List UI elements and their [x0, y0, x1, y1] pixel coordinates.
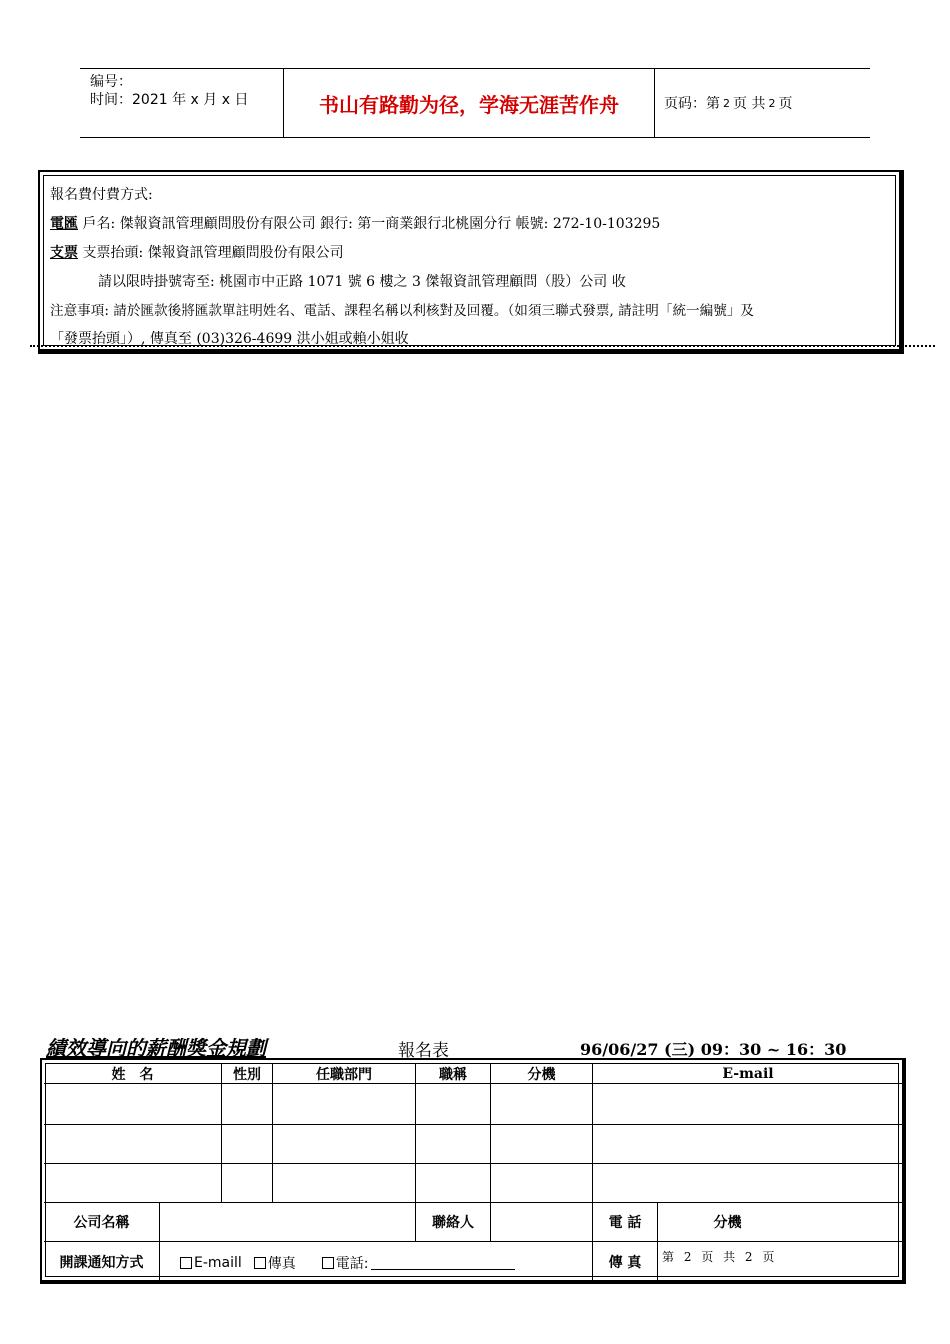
fax-label: 傳 真 [608, 1254, 642, 1271]
col-divider [159, 1202, 160, 1281]
phone-input-line[interactable] [371, 1257, 515, 1270]
notify-label: 開課通知方式 [59, 1254, 144, 1271]
note-line-2: 「發票抬頭」）, 傳真至 (03)326-4699 洪小姐或賴小姐收 [50, 331, 409, 347]
time-label: 时间：2021 年 x 月 x 日 [90, 92, 249, 108]
row-divider [44, 1163, 903, 1164]
fax-checkbox[interactable] [254, 1257, 266, 1269]
col-divider [490, 1063, 491, 1241]
payment-box [38, 170, 904, 354]
header-left [80, 69, 283, 137]
col-divider [657, 1202, 658, 1281]
fax-option-label: 傳真 [267, 1256, 296, 1272]
ext-label: 分機 [713, 1215, 742, 1231]
company-label: 公司名稱 [73, 1215, 130, 1231]
col-header-gender: 性別 [233, 1067, 261, 1083]
mail-line: 請以限時掛號寄至: 桃園市中正路 1071 號 6 樓之 3 傑報資訊管理顧問（股）公司 收 [98, 274, 626, 290]
header-page-info [655, 69, 870, 137]
row-divider [44, 1124, 903, 1125]
check-line [50, 242, 344, 262]
payment-title: 報名費付費方式: [50, 187, 153, 203]
note-line-1: 注意事項: 請於匯款後將匯款單註明姓名、電話、課程名稱以利核對及回覆。（如須三聯式發票, 請註明「統一編號」及 [50, 303, 755, 319]
number-label: 编号： [90, 74, 132, 90]
form-label: 報名表 [398, 1041, 449, 1061]
page-suffix: 页 [778, 96, 793, 112]
phone-option-label: 電話: [335, 1256, 369, 1272]
col-header-name: 姓 名 [111, 1067, 154, 1083]
col-header-title: 職稱 [439, 1067, 467, 1083]
phone-checkbox[interactable] [322, 1257, 334, 1269]
notify-options [180, 1253, 515, 1273]
col-header-email: E-mail [722, 1066, 774, 1082]
registration-form-inner [45, 1063, 899, 1277]
wire-line [50, 213, 660, 233]
page-mid: 页 共 [733, 96, 766, 112]
col-header-department: 任職部門 [316, 1067, 372, 1083]
course-datetime: 96/06/27 (三) 09：30 ~ 16：30 [580, 1040, 847, 1059]
wire-label: 電匯 [50, 216, 78, 232]
page-header [80, 68, 870, 138]
cut-line [30, 345, 935, 347]
page-total: 2 [768, 96, 776, 110]
email-checkbox[interactable] [180, 1257, 192, 1269]
col-divider [272, 1063, 273, 1203]
phone-label: 電 話 [608, 1215, 642, 1231]
col-header-extension: 分機 [527, 1067, 556, 1083]
wire-text: 戶名: 傑報資訊管理顧問股份有限公司 銀行: 第一商業銀行北桃園分行 帳號: 272-10-103295 [78, 216, 661, 232]
col-divider [221, 1063, 222, 1203]
check-label: 支票 [50, 245, 78, 261]
course-title: 績效導向的薪酬獎金規劃 [46, 1036, 266, 1060]
contact-label: 聯絡人 [432, 1215, 474, 1231]
page-footer: 第 2 页 共 2 页 [662, 1250, 778, 1264]
check-text: 支票抬頭: 傑報資訊管理顧問股份有限公司 [78, 245, 344, 261]
row-divider [44, 1241, 903, 1242]
email-option-label: E-maill [194, 1255, 242, 1271]
page-prefix: 页码：第 [664, 96, 720, 112]
page-number: 2 [723, 96, 730, 110]
header-motto: 书山有路勤为径，学海无涯苦作舟 [283, 69, 655, 137]
